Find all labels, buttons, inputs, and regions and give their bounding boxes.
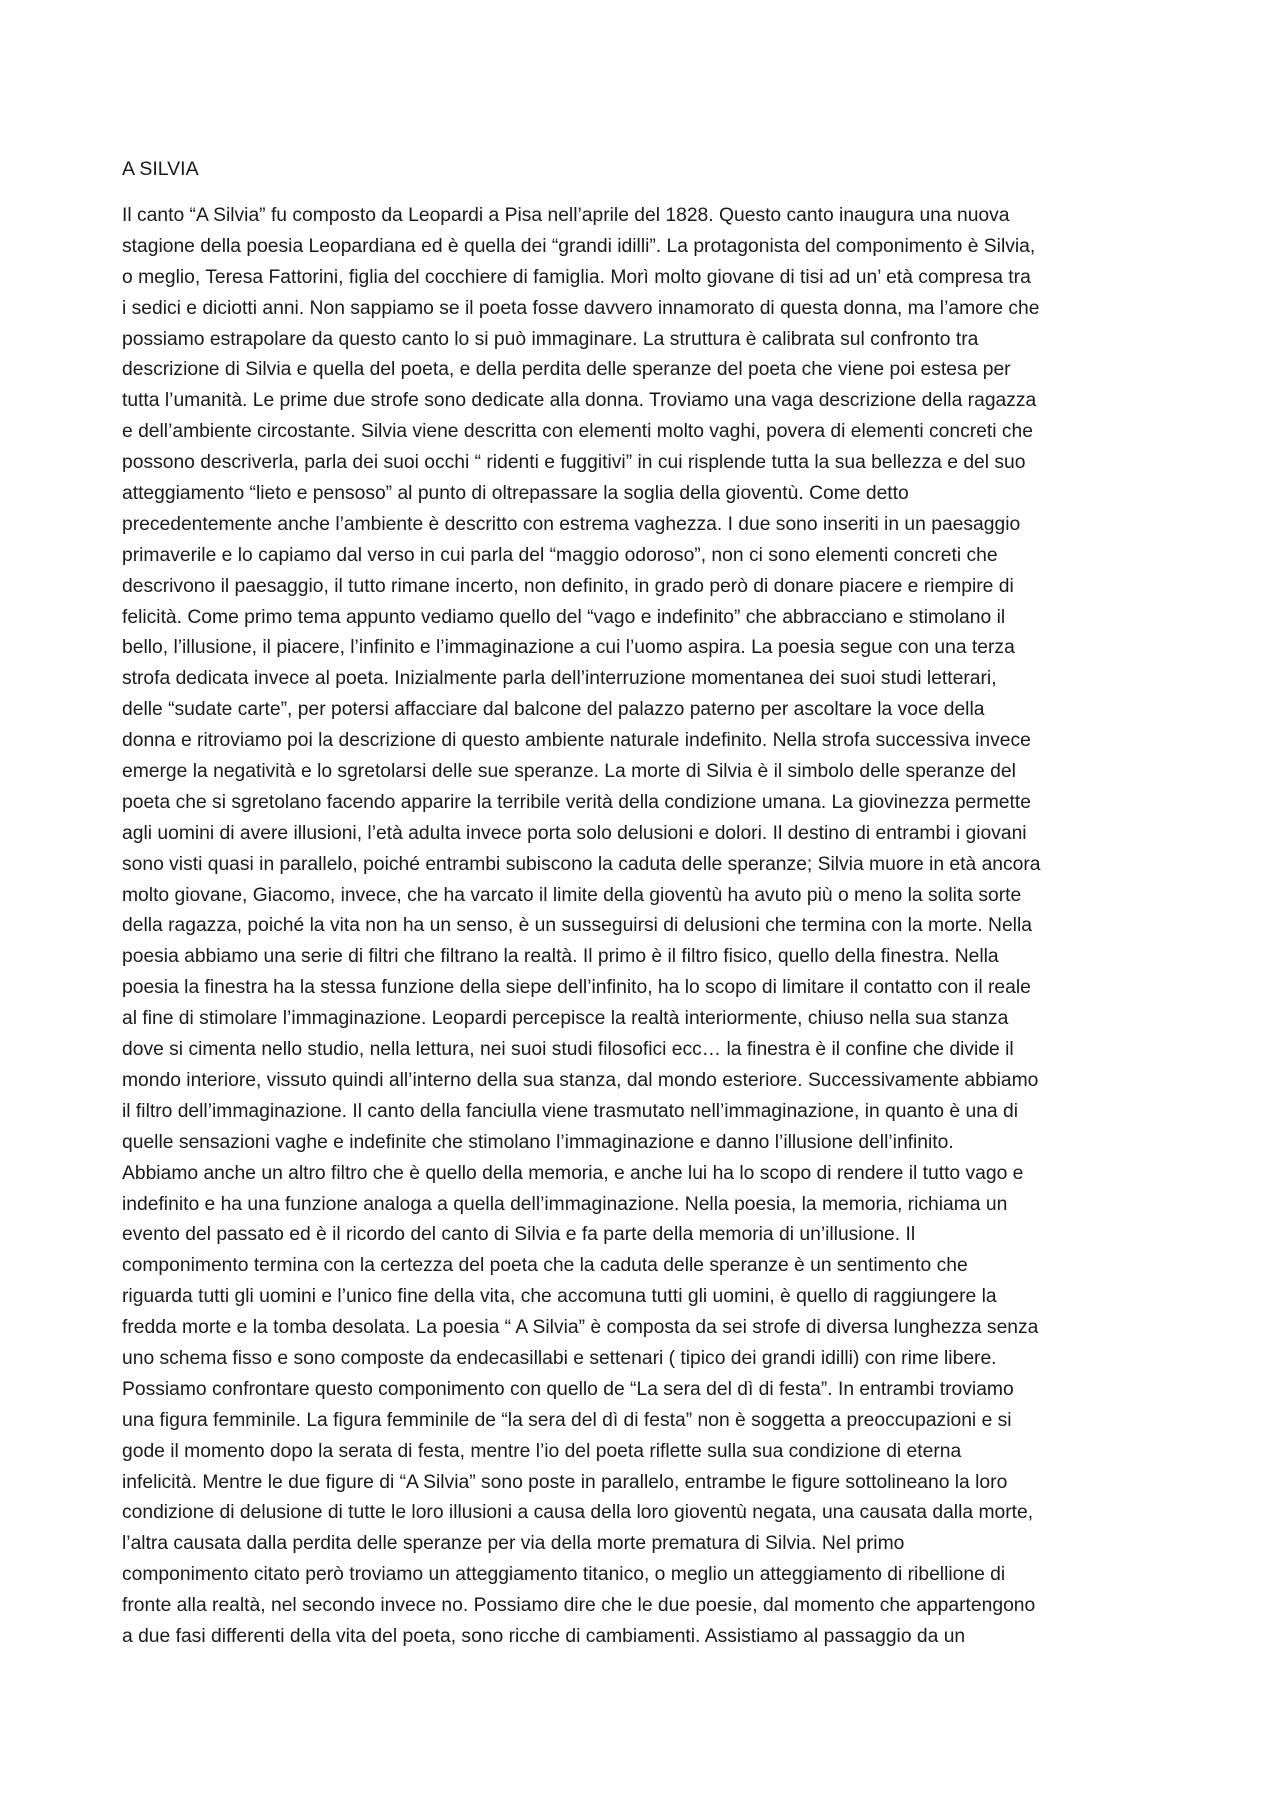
text-line: stagione della poesia Leopardiana ed è quella dei “grandi idilli”. La protagonista del componimento è Silvia, bbox=[122, 235, 1036, 257]
text-line: o meglio, Teresa Fattorini, figlia del cocchiere di famiglia. Morì molto giovane di tisi ad un’ età compresa tra bbox=[122, 266, 1031, 288]
text-line: donna e ritroviamo poi la descrizione di questo ambiente naturale indefinito. Nella strofa successiva invece bbox=[122, 730, 1031, 752]
text-line: possiamo estrapolare da questo canto lo si può immaginare. La struttura è calibrata sul confronto tra bbox=[122, 328, 979, 350]
text-line: felicità. Come primo tema appunto vediamo quello del “vago e indefinito” che abbracciano e stimolano il bbox=[122, 606, 1006, 628]
text-line: gode il momento dopo la serata di festa, mentre l’io del poeta riflette sulla sua condizione di eterna bbox=[122, 1440, 962, 1462]
text-line: della ragazza, poiché la vita non ha un senso, è un susseguirsi di delusioni che termina con la morte. Nella bbox=[122, 915, 1032, 937]
text-line: bello, l’illusione, il piacere, l’infinito e l’immaginazione a cui l’uomo aspira. La poesia segue con una terza bbox=[122, 637, 1015, 659]
text-line: descrivono il paesaggio, il tutto rimane incerto, non definito, in grado però di donare piacere e riempire di bbox=[122, 575, 1014, 597]
body-text bbox=[122, 201, 1162, 1653]
text-line: primaverile e lo capiamo dal verso in cui parla del “maggio odoroso”, non ci sono elementi concreti che bbox=[122, 544, 998, 566]
text-line: Possiamo confrontare questo componimento con quello de “La sera del dì di festa”. In entrambi troviamo bbox=[122, 1378, 1014, 1400]
text-line: poeta che si sgretolano facendo apparire la terribile verità della condizione umana. La giovinezza permette bbox=[122, 791, 1031, 813]
text-line: uno schema fisso e sono composte da endecasillabi e settenari ( tipico dei grandi idilli) con rime libere. bbox=[122, 1347, 997, 1369]
text-line: poesia la finestra ha la stessa funzione della siepe dell’infinito, ha lo scopo di limitare il contatto con il reale bbox=[122, 977, 1031, 999]
text-line: agli uomini di avere illusioni, l’età adulta invece porta solo delusioni e dolori. Il destino di entrambi i giovani bbox=[122, 822, 1027, 844]
text-line: fronte alla realtà, nel secondo invece no. Possiamo dire che le due poesie, dal momento che appartengono bbox=[122, 1595, 1036, 1617]
text-line: condizione di delusione di tutte le loro illusioni a causa della loro gioventù negata, una causata dalla morte, bbox=[122, 1502, 1034, 1524]
text-line: mondo interiore, vissuto quindi all’interno della sua stanza, dal mondo esteriore. Successivamente abbiamo bbox=[122, 1069, 1039, 1091]
text-line: una figura femminile. La figura femminile de “la sera del dì di festa” non è soggetta a preoccupazioni e si bbox=[122, 1409, 1012, 1431]
text-line: Il canto “A Silvia” fu composto da Leopardi a Pisa nell’aprile del 1828. Questo canto inaugura una nuova bbox=[122, 205, 1010, 226]
text-line: e dell’ambiente circostante. Silvia viene descritta con elementi molto vaghi, povera di elementi concreti che bbox=[122, 421, 1033, 443]
text-line: strofa dedicata invece al poeta. Inizialmente parla dell’interruzione momentanea dei suoi studi letterari, bbox=[122, 668, 997, 690]
text-line: Abbiamo anche un altro filtro che è quello della memoria, e anche lui ha lo scopo di rendere il tutto vago e bbox=[122, 1162, 1024, 1184]
text-line: emerge la negatività e lo sgretolarsi delle sue speranze. La morte di Silvia è il simbolo delle speranze del bbox=[122, 761, 1016, 783]
text-line: delle “sudate carte”, per potersi affacciare dal balcone del palazzo paterno per ascoltare la voce della bbox=[122, 699, 985, 721]
text-line: dove si cimenta nello studio, nella lettura, nei suoi studi filosofici ecc… la finestra è il confine che divide il bbox=[122, 1039, 1014, 1061]
text-line: quelle sensazioni vaghe e indefinite che stimolano l’immaginazione e danno l’illusione dell’infinito. bbox=[122, 1131, 954, 1153]
text-line: al fine di stimolare l’immaginazione. Leopardi percepisce la realtà interiormente, chiuso nella sua stanza bbox=[122, 1008, 1009, 1030]
text-line: i sedici e diciotti anni. Non sappiamo se il poeta fosse davvero innamorato di questa donna, ma l’amore che bbox=[122, 297, 1040, 319]
text-line: poesia abbiamo una serie di filtri che filtrano la realtà. Il primo è il filtro fisico, quello della finestra. Nella bbox=[122, 946, 999, 968]
page-title: A SILVIA bbox=[122, 158, 199, 180]
text-line: l’altra causata dalla perdita delle speranze per via della morte prematura di Silvia. Nel primo bbox=[122, 1533, 905, 1555]
text-line: fredda morte e la tomba desolata. La poesia “ A Silvia” è composta da sei strofe di diversa lunghezza senza bbox=[122, 1317, 1039, 1339]
text-line: indefinito e ha una funzione analoga a quella dell’immaginazione. Nella poesia, la memoria, richiama un bbox=[122, 1193, 1008, 1215]
text-line: a due fasi differenti della vita del poeta, sono ricche di cambiamenti. Assistiamo al passaggio da un bbox=[122, 1625, 966, 1647]
text-line: molto giovane, Giacomo, invece, che ha varcato il limite della gioventù ha avuto più o meno la solita sorte bbox=[122, 884, 1022, 906]
text-line: atteggiamento “lieto e pensoso” al punto di oltrepassare la soglia della gioventù. Come detto bbox=[122, 483, 909, 505]
text-line: infelicità. Mentre le due figure di “A Silvia” sono poste in parallelo, entrambe le figure sottolineano la loro bbox=[122, 1471, 1008, 1493]
text-line: componimento termina con la certezza del poeta che la caduta delle speranze è un sentimento che bbox=[122, 1255, 968, 1277]
text-line: riguarda tutti gli uomini e l’unico fine della vita, che accomuna tutti gli uomini, è quello di raggiungere la bbox=[122, 1286, 997, 1308]
text-line: tutta l’umanità. Le prime due strofe sono dedicate alla donna. Troviamo una vaga descrizione della ragazza bbox=[122, 390, 1037, 412]
text-line: possono descriverla, parla dei suoi occhi “ ridenti e fuggitivi” in cui risplende tutta la sua bellezza e del suo bbox=[122, 452, 1026, 474]
text-line: descrizione di Silvia e quella del poeta, e della perdita delle speranze del poeta che viene poi estesa per bbox=[122, 359, 1011, 381]
text-line: il filtro dell’immaginazione. Il canto della fanciulla viene trasmutato nell’immaginazione, in quanto è una di bbox=[122, 1100, 1019, 1122]
text-line: componimento citato però troviamo un atteggiamento titanico, o meglio un atteggiamento di ribellione di bbox=[122, 1564, 1006, 1586]
text-line: sono visti quasi in parallelo, poiché entrambi subiscono la caduta delle speranze; Silvia muore in età ancora bbox=[122, 853, 1041, 875]
text-line: precedentemente anche l’ambiente è descritto con estrema vaghezza. I due sono inseriti in un paesaggio bbox=[122, 513, 1021, 535]
text-line: evento del passato ed è il ricordo del canto di Silvia e fa parte della memoria di un’illusione. Il bbox=[122, 1224, 916, 1246]
